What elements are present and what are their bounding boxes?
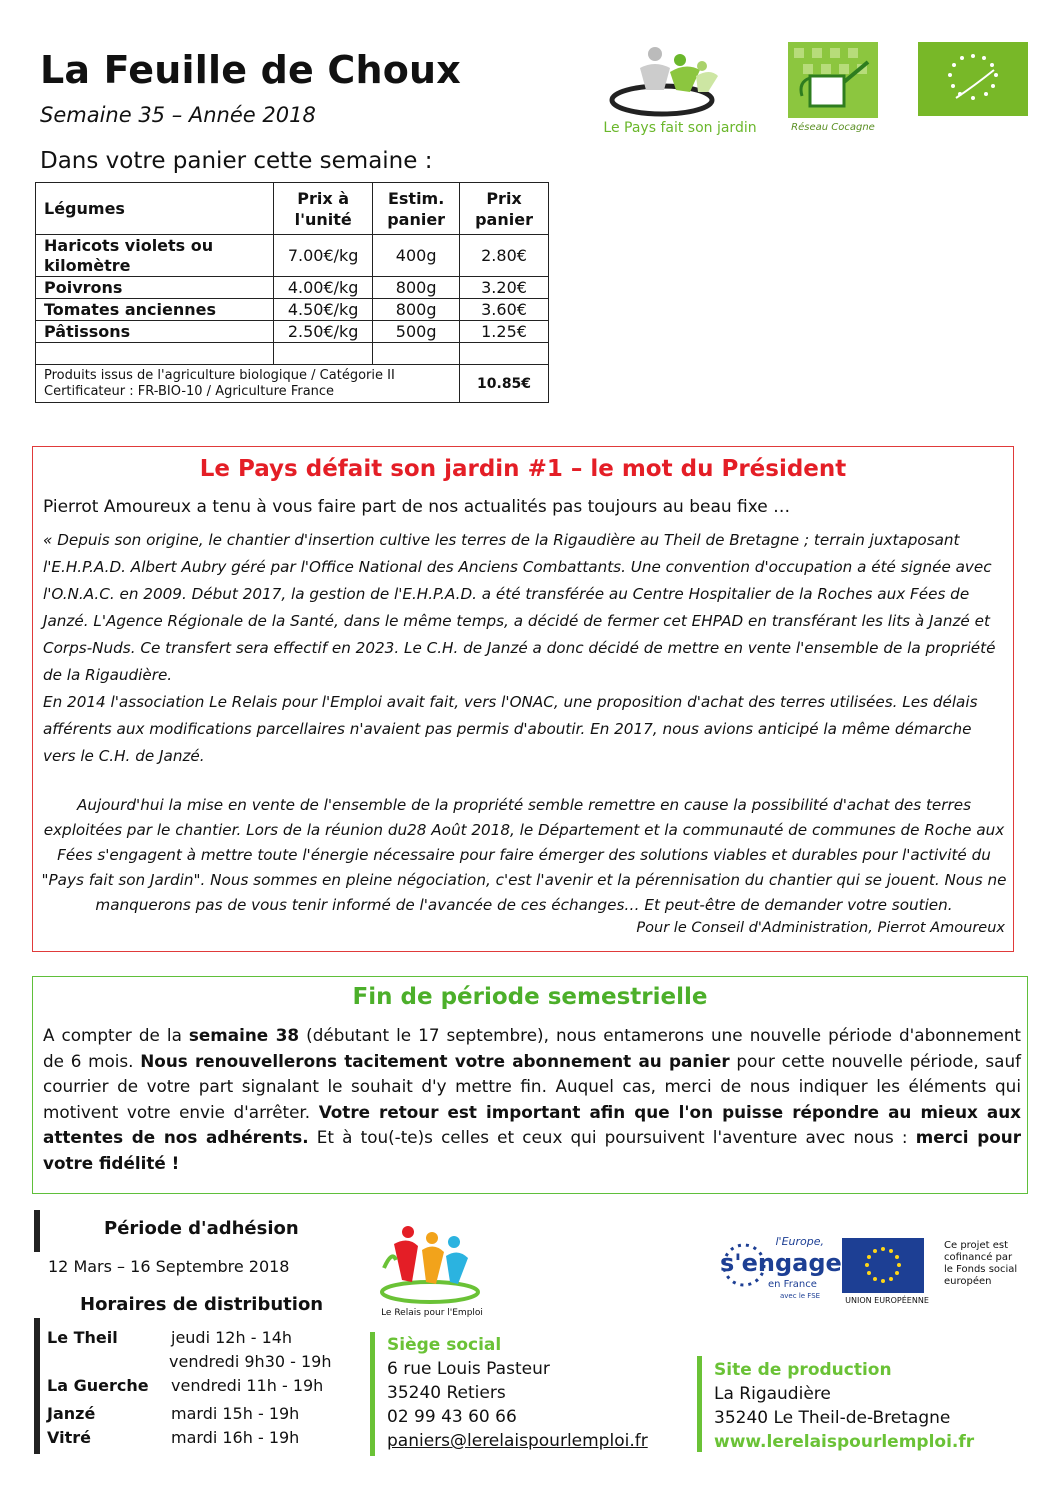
- schedule-place: La Guerche: [47, 1376, 149, 1395]
- period-dates: 12 Mars – 16 Septembre 2018: [48, 1257, 290, 1276]
- engage-line-3: en France: [768, 1279, 817, 1290]
- divider-bar: [697, 1356, 702, 1452]
- col-header-estimate: Estim. panier: [373, 183, 460, 235]
- eu-flag-icon: [842, 1238, 924, 1293]
- semester-text: [43, 1023, 1021, 1176]
- certification-row: [36, 365, 549, 403]
- row-estimate: 800g: [373, 277, 460, 299]
- production-site-block: [714, 1358, 974, 1454]
- certification-line-1: Produits issus de l'agriculture biologique / Catégorie II: [44, 367, 395, 383]
- row-vegetable: Poivrons: [36, 277, 274, 299]
- fse-cofinance-note: Ce projet est cofinancé par le Fonds social européen: [944, 1240, 1018, 1287]
- production-site-place: La Rigaudière: [714, 1384, 831, 1404]
- row-price: 2.80€: [460, 235, 549, 277]
- row-vegetable: Pâtissons: [36, 321, 274, 343]
- schedule-time: jeudi 12h - 14h: [171, 1328, 293, 1347]
- schedule-place: Le Theil: [47, 1328, 118, 1347]
- semester-text-part: A compter de la: [43, 1025, 189, 1045]
- row-price: 3.60€: [460, 299, 549, 321]
- quote-paragraph-1: « Depuis son origine, le chantier d'insertion cultive les terres de la Rigaudière au Theil de Bretagne ; terrain juxtaposant l'E.H.P.A.D. Albert Aubry géré par l'Office National des Anciens Combattants. Une convention d'occupation a été signée avec l'O.N.A.C. en 2009. Début 2017, la gestion de l'E.H.P.A.D. a été transférée au Centre Hospitalier de la Roches aux Fées de Janzé. L'Agence Régionale de la Santé, dans le même temps, a décidé de fermer cet EHPAD en transférant les lits à Janzé et Corps-Nuds. Ce transfert sera effectif en 2023. Le C.H. de Janzé a donc décidé de mettre en vente l'ensemble de la propriété de la Rigaudière.: [43, 531, 996, 684]
- quote-paragraph-3: Aujourd'hui la mise en vente de l'ensemble de la propriété semble remettre en cause la possibilité d'achat des terres exploitées par le chantier. Lors de la réunion du28 Août 2018, le Département et la communauté de communes de Roche aux Fées s'engagent à mettre toute l'énergie nécessaire pour faire émerger des solutions viables et durables pour l'activité du "Pays fait son Jardin". Nous sommes en pleine négociation, c'est l'avenir et la pérennisation du chantier qui se jouent. Nous ne manquerons pas de vous tenir informé de l'avancée de ces échanges… Et peut-être de demander votre soutien.: [41, 796, 1007, 914]
- head-office-title: Siège social: [387, 1335, 502, 1355]
- table-row: [36, 299, 549, 321]
- table-row: [36, 235, 549, 277]
- divider-bar: [34, 1318, 40, 1454]
- semester-bold-part: Votre retour est important afin que l'on puisse répondre au mieux aux attentes de nos adhérents.: [43, 1101, 1022, 1147]
- pays-logo-caption: Le Pays fait son jardin: [603, 120, 757, 136]
- row-vegetable: Haricots violets ou kilomètre: [36, 235, 274, 277]
- row-vegetable: Tomates anciennes: [36, 299, 274, 321]
- newsletter-title: La Feuille de Choux: [40, 48, 462, 92]
- head-office-street: 6 rue Louis Pasteur: [387, 1359, 550, 1379]
- semester-text-part: Et à tou(-te)s celles et ceux qui poursuivent l'aventure avec nous :: [308, 1127, 916, 1147]
- cocagne-logo-caption: Réseau Cocagne: [791, 122, 875, 133]
- certification-note: [36, 365, 460, 403]
- semester-text-part: (débutant le 17 septembre), nous entamerons une nouvelle période d'abonnement de 6 mois.: [43, 1025, 1021, 1071]
- row-estimate: 800g: [373, 299, 460, 321]
- schedule-place: Vitré: [47, 1428, 91, 1447]
- schedule-time: mardi 15h - 19h: [171, 1404, 300, 1423]
- eu-caption: UNION EUROPÉENNE: [845, 1296, 929, 1305]
- relais-pour-emploi-logo: [372, 1220, 492, 1335]
- col-header-legumes: Légumes: [36, 183, 274, 235]
- pays-fait-son-jardin-logo: [600, 40, 760, 140]
- production-site-city: 35240 Le Theil-de-Bretagne: [714, 1408, 951, 1428]
- row-price: 1.25€: [460, 321, 549, 343]
- basket-heading: Dans votre panier cette semaine :: [40, 148, 433, 174]
- col-header-basket-price: Prix panier: [460, 183, 549, 235]
- row-unit-price: 4.50€/kg: [274, 299, 373, 321]
- row-price: 3.20€: [460, 277, 549, 299]
- hours-title: Horaires de distribution: [80, 1294, 324, 1315]
- schedule-time: vendredi 11h - 19h: [171, 1376, 324, 1395]
- row-unit-price: 4.00€/kg: [274, 277, 373, 299]
- certification-line-2: Certificateur : FR-BIO-10 / Agriculture France: [44, 383, 335, 399]
- semester-bold-part: merci pour votre fidélité !: [43, 1127, 1021, 1173]
- eu-organic-leaf-logo: [918, 42, 1028, 116]
- president-message-box: [32, 446, 1014, 952]
- head-office-email-link[interactable]: paniers@lerelaispourlemploi.fr: [387, 1431, 648, 1451]
- divider-bar: [34, 1210, 40, 1252]
- row-estimate: 500g: [373, 321, 460, 343]
- period-title: Période d'adhésion: [104, 1218, 299, 1239]
- president-quote: [43, 527, 1008, 770]
- schedule-time: mardi 16h - 19h: [171, 1428, 300, 1447]
- basket-table: [35, 182, 549, 403]
- col-header-unit-price: Prix à l'unité: [274, 183, 373, 235]
- quote-paragraph-2: En 2014 l'association Le Relais pour l'Emploi avait fait, vers l'ONAC, une proposition d'achat des terres utilisées. Les délais afférents aux modifications parcellaires n'avaient pas permis d'aboutir. En 2017, nous avions anticipé la même démarche vers le C.H. de Janzé.: [43, 693, 978, 765]
- semester-box: [32, 976, 1028, 1194]
- europe-engage-logo: [714, 1235, 842, 1303]
- table-row: [36, 321, 549, 343]
- president-intro: Pierrot Amoureux a tenu à vous faire part de nos actualités pas toujours au beau fixe …: [43, 497, 791, 517]
- production-site-title: Site de production: [714, 1360, 892, 1380]
- head-office-phone: 02 99 43 60 66: [387, 1407, 517, 1427]
- relais-logo-caption: Le Relais pour l'Emploi: [381, 1308, 483, 1318]
- reseau-cocagne-logo: [788, 42, 878, 137]
- head-office-city: 35240 Retiers: [387, 1383, 506, 1403]
- schedule-place: Janzé: [47, 1404, 96, 1423]
- schedule-time: vendredi 9h30 - 19h: [169, 1352, 332, 1371]
- engage-line-1: l'Europe,: [775, 1235, 824, 1248]
- empty-row: [36, 343, 549, 365]
- issue-subtitle: Semaine 35 – Année 2018: [40, 103, 316, 127]
- website-link[interactable]: www.lerelaispourlemploi.fr: [714, 1432, 975, 1452]
- president-signature: Pour le Conseil d'Administration, Pierrot Amoureux: [636, 920, 1005, 936]
- table-row: [36, 277, 549, 299]
- row-estimate: 400g: [373, 235, 460, 277]
- president-heading: Le Pays défait son jardin #1 – le mot du Président: [199, 456, 847, 482]
- row-unit-price: 2.50€/kg: [274, 321, 373, 343]
- basket-total: 10.85€: [460, 365, 549, 403]
- divider-bar: [370, 1332, 375, 1456]
- semester-heading: Fin de période semestrielle: [352, 984, 708, 1010]
- semester-text-part: pour cette nouvelle période, sauf courrier de votre part signalant le souhait d'y mettre fin. Auquel cas, merci de nous indiquer les éléments qui motivent votre envie d'arrêter.: [43, 1050, 1022, 1122]
- engage-line-2: s'engage: [720, 1249, 842, 1277]
- row-unit-price: 7.00€/kg: [274, 235, 373, 277]
- engage-line-4: avec le FSE: [780, 1292, 821, 1300]
- head-office-block: [387, 1333, 648, 1453]
- semester-bold-part: semaine 38: [188, 1025, 300, 1045]
- semester-bold-part: Nous renouvellerons tacitement votre abonnement au panier: [140, 1050, 730, 1071]
